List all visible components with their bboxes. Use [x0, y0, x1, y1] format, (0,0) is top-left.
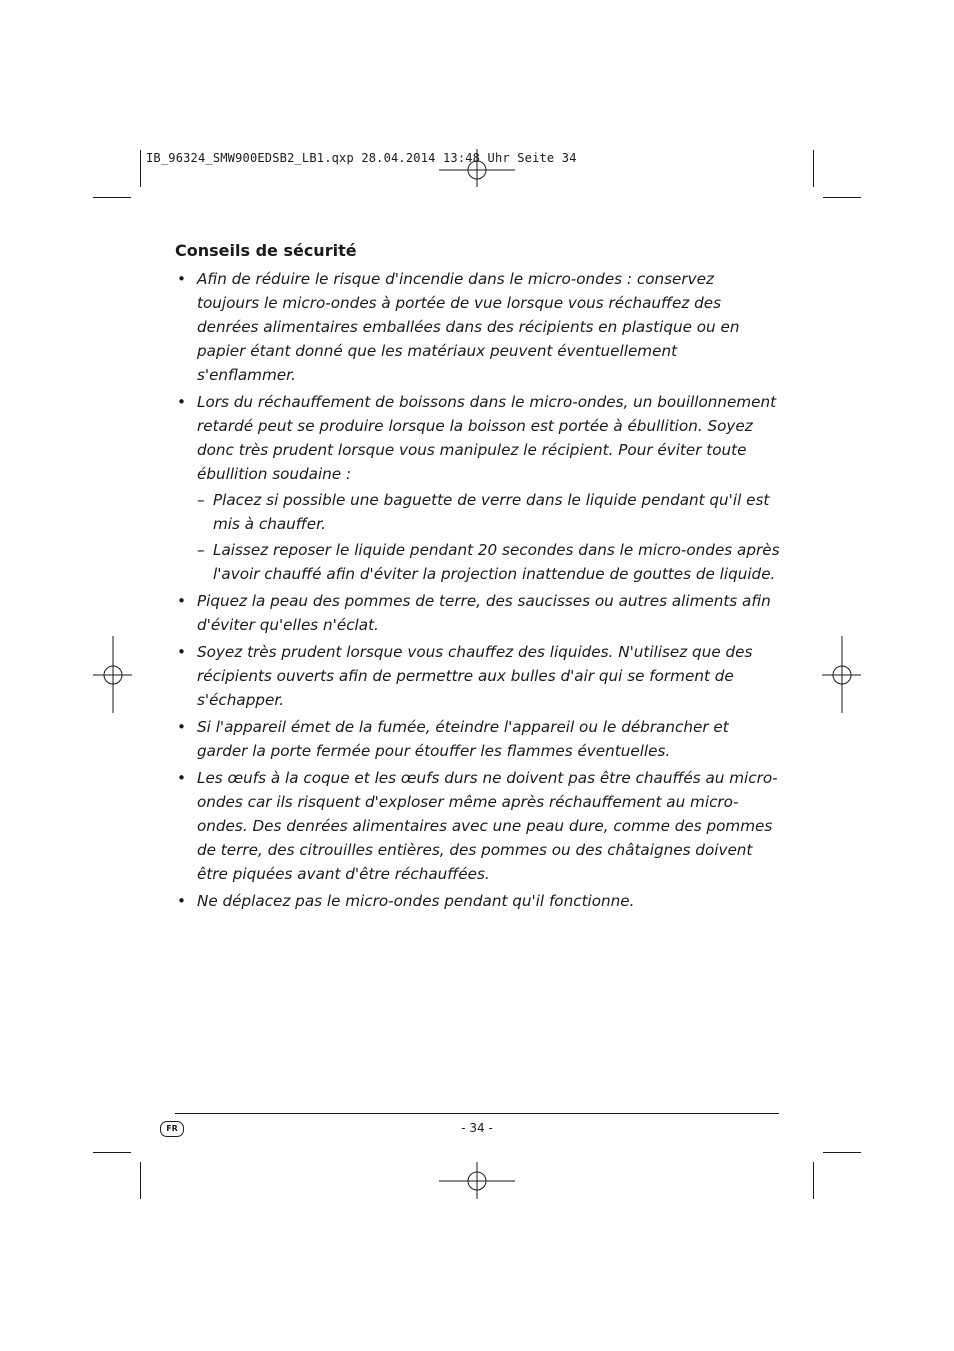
sub-list-item-text: Placez si possible une baguette de verre dans le liquide pendant qu'il est mis à chauffer.	[213, 491, 770, 533]
bullet-icon: •	[177, 270, 186, 288]
crop-mark	[823, 1152, 861, 1153]
sub-list-item	[197, 488, 780, 536]
list-item	[175, 267, 780, 387]
registration-mark-icon	[822, 636, 862, 714]
list-item	[175, 715, 780, 763]
sub-list-item-text: Laissez reposer le liquide pendant 20 secondes dans le micro-ondes après l'avoir chauffé afin d'éviter la projection inattendue de gouttes de liquide.	[213, 541, 780, 583]
language-badge: FR	[160, 1121, 184, 1137]
list-item-text: Soyez très prudent lorsque vous chauffez des liquides. N'utilisez que des récipients ouverts afin de permettre aux bulles d'air qui se forment de s'échapper.	[197, 643, 753, 709]
list-item-text: Afin de réduire le risque d'incendie dans le micro-ondes : conservez toujours le micro-ondes à portée de vue lorsque vous réchauffez des denrées alimentaires emballées dans des récipients en plastique ou en papier étant donné que les matériaux peuvent éventuellement s'enflammer.	[197, 270, 740, 384]
bullet-icon: •	[177, 643, 186, 661]
registration-mark-icon	[93, 636, 133, 714]
print-slug-line: IB_96324_SMW900EDSB2_LB1.qxp 28.04.2014 13:48 Uhr Seite 34	[146, 151, 577, 165]
list-item-text: Si l'appareil émet de la fumée, éteindre l'appareil ou le débrancher et garder la porte fermée pour étouffer les flammes éventuelles.	[197, 718, 729, 760]
list-item	[175, 390, 780, 586]
bullet-icon: •	[177, 718, 186, 736]
dash-icon: –	[197, 541, 205, 559]
bullet-icon: •	[177, 892, 186, 910]
list-item	[175, 640, 780, 712]
footer-divider	[175, 1113, 779, 1114]
bullet-icon: •	[177, 592, 186, 610]
list-item-text: Ne déplacez pas le micro-ondes pendant qu'il fonctionne.	[197, 892, 635, 910]
bullet-icon: •	[177, 393, 186, 411]
list-item	[175, 589, 780, 637]
bullet-icon: •	[177, 769, 186, 787]
list-item	[175, 766, 780, 886]
sub-list	[197, 488, 780, 586]
registration-mark-icon	[437, 1162, 517, 1202]
crop-mark	[813, 150, 814, 187]
crop-mark	[813, 1162, 814, 1199]
safety-tips-list	[175, 267, 780, 913]
sub-list-item	[197, 538, 780, 586]
crop-mark	[93, 197, 131, 198]
list-item-text: Les œufs à la coque et les œufs durs ne doivent pas être chauffés au micro-ondes car ils risquent d'exploser même après réchauffement au micro-ondes. Des denrées alimentaires avec une peau dure, comme des pommes de terre, des citrouilles entières, des pommes ou des châtaignes doivent être piquées avant d'être réchauffées.	[197, 769, 778, 883]
page-number: - 34 -	[461, 1121, 493, 1135]
page-content	[175, 240, 780, 916]
crop-mark	[93, 1152, 131, 1153]
crop-mark	[140, 1162, 141, 1199]
section-heading: Conseils de sécurité	[175, 241, 357, 260]
list-item-text: Lors du réchauffement de boissons dans le micro-ondes, un bouillonnement retardé peut se produire lorsque la boisson est portée à ébullition. Soyez donc très prudent lorsque vous manipulez le récipient. Pour éviter toute ébullition soudaine :	[197, 393, 777, 483]
list-item	[175, 889, 780, 913]
list-item-text: Piquez la peau des pommes de terre, des saucisses ou autres aliments afin d'éviter qu'elles n'éclat.	[197, 592, 771, 634]
crop-mark	[823, 197, 861, 198]
dash-icon: –	[197, 491, 205, 509]
crop-mark	[140, 150, 141, 187]
